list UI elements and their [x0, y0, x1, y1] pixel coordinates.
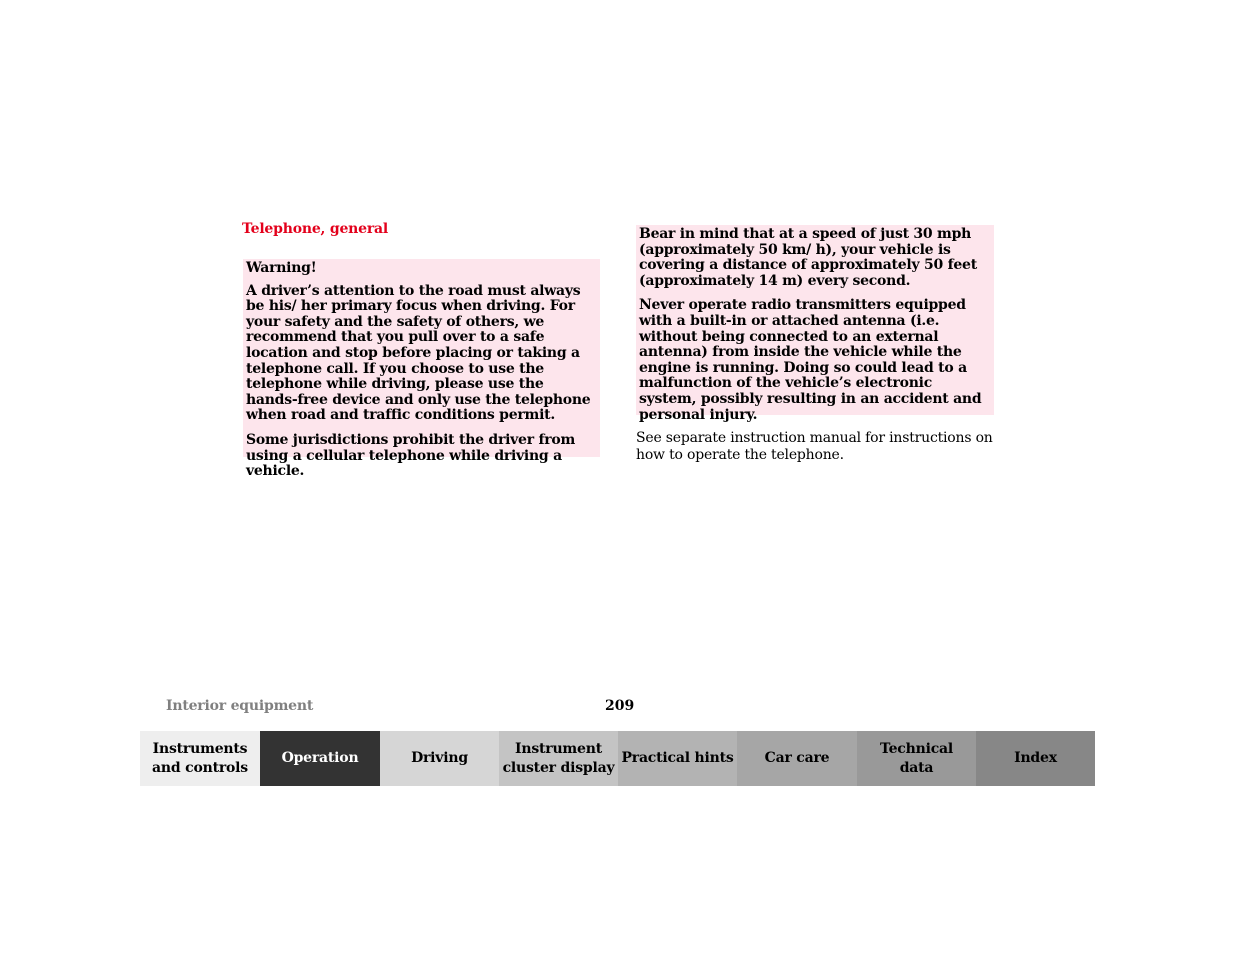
warning-box-speed-transmitters: [636, 225, 994, 423]
tab-index[interactable]: Index: [976, 731, 1095, 786]
tab-practical-hints[interactable]: Practical hints: [618, 731, 737, 786]
tab-technical-data[interactable]: Technical data: [857, 731, 976, 786]
tab-instruments-and-controls[interactable]: Instruments and controls: [140, 731, 260, 786]
warning-box-driver-attention: [243, 259, 600, 480]
warning-paragraph-speed: Bear in mind that at a speed of just 30 mph (approximately 50 km/ h), your vehicle is covering a distance of approximately 50 feet (approximately 14 m) every second.: [639, 226, 977, 289]
warning-heading: Warning!: [246, 260, 317, 276]
page-number: 209: [605, 698, 635, 714]
instruction-manual-note: See separate instruction manual for instructions on how to operate the telephone.: [636, 430, 993, 463]
tab-driving[interactable]: Driving: [380, 731, 499, 786]
tab-car-care[interactable]: Car care: [737, 731, 857, 786]
tab-instrument-cluster-display[interactable]: Instrument cluster display: [499, 731, 618, 786]
warning-paragraph-jurisdictions: Some jurisdictions prohibit the driver from using a cellular telephone while driving a vehicle.: [246, 431, 576, 480]
section-title: Telephone, general: [242, 221, 389, 237]
footer-section-label: Interior equipment: [166, 698, 314, 714]
tab-operation[interactable]: Operation: [260, 731, 380, 786]
warning-paragraph-attention: A driver’s attention to the road must always be his/ her primary focus when driving. For your safety and the safety of others, we recommend that you pull over to a safe location and stop before placing or taking a telephone call. If you choose to use the telephone while driving, please use the hands-free device and only use the telephone when road and traffic conditions permit.: [246, 282, 591, 424]
chapter-navigation: [140, 731, 1095, 786]
warning-paragraph-transmitters: Never operate radio transmitters equipped with a built-in or attached antenna (i.e. without being connected to an external antenna) from inside the vehicle while the engine is running. Doing so could lead to a malfunction of the vehicle’s electronic system, possibly resulting in an accident and personal injury.: [639, 297, 982, 423]
